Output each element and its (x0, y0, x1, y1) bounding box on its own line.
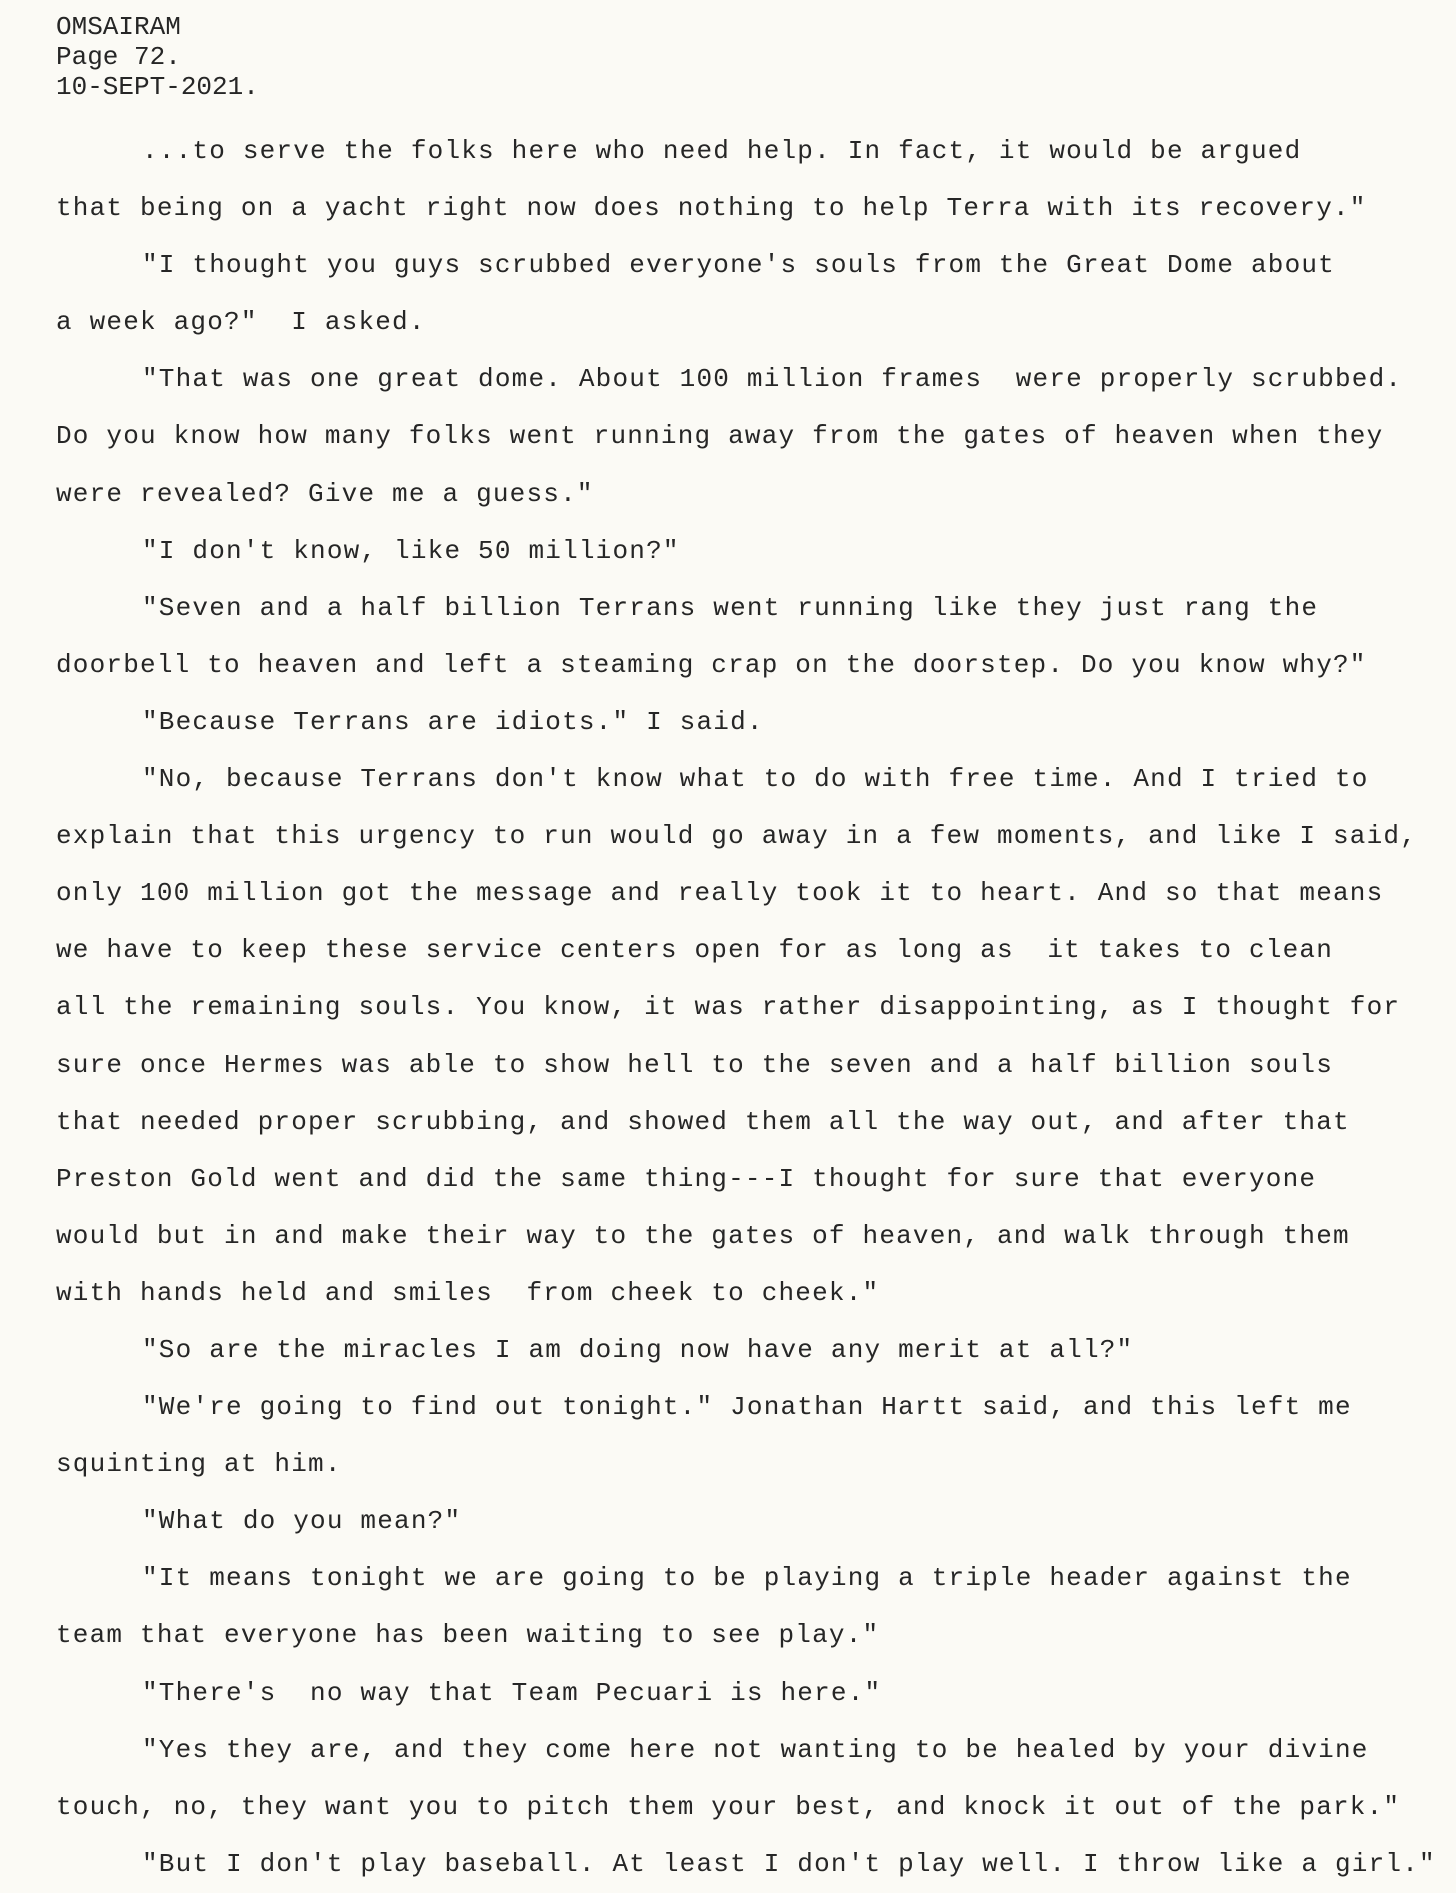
text-line: "What do you mean?" (142, 1506, 462, 1537)
text-line: doorbell to heaven and left a steaming crap on the doorstep. Do you know why?" (56, 649, 1367, 680)
text-line: "There's no way that Team Pecuari is here." (142, 1677, 882, 1708)
page-body (56, 123, 1446, 1893)
text-line: "So are the miracles I am doing now have any merit at all?" (142, 1334, 1134, 1365)
text-line: Do you know how many folks went running away from the gates of heaven when they (56, 421, 1384, 452)
page-header (56, 12, 259, 102)
text-line: "Because Terrans are idiots." I said. (142, 706, 764, 737)
header-page-number: Page 72. (56, 42, 181, 72)
text-line: all the remaining souls. You know, it was rather disappointing, as I thought for (56, 992, 1401, 1023)
text-line: sure once Hermes was able to show hell to the seven and a half billion souls (56, 1049, 1333, 1080)
text-line: team that everyone has been waiting to see play." (56, 1620, 880, 1651)
text-line: "But I don't play baseball. At least I don't play well. I throw like a girl." (142, 1848, 1436, 1879)
text-line: with hands held and smiles from cheek to cheek." (56, 1277, 880, 1308)
text-line: "Yes they are, and they come here not wanting to be healed by your divine (142, 1734, 1369, 1765)
header-title: OMSAIRAM (56, 12, 181, 42)
text-line: would but in and make their way to the gates of heaven, and walk through them (56, 1220, 1350, 1251)
text-line: squinting at him. (56, 1449, 342, 1480)
header-date: 10-SEPT-2021. (56, 72, 259, 102)
text-line: that being on a yacht right now does nothing to help Terra with its recovery." (56, 193, 1367, 224)
text-line: Preston Gold went and did the same thing---I thought for sure that everyone (56, 1163, 1317, 1194)
text-line: touch, no, they want you to pitch them your best, and knock it out of the park." (56, 1791, 1401, 1822)
text-line: were revealed? Give me a guess." (56, 478, 594, 509)
text-line: "I thought you guys scrubbed everyone's souls from the Great Dome about (142, 250, 1335, 281)
text-line: "It means tonight we are going to be playing a triple header against the (142, 1563, 1352, 1594)
text-line: "We're going to find out tonight." Jonathan Hartt said, and this left me (142, 1392, 1352, 1423)
text-line: "That was one great dome. About 100 million frames were properly scrubbed. (142, 364, 1403, 395)
text-line: a week ago?" I asked. (56, 307, 426, 338)
text-line: explain that this urgency to run would go away in a few moments, and like I said, (56, 821, 1418, 852)
text-line: that needed proper scrubbing, and showed them all the way out, and after that (56, 1106, 1350, 1137)
text-line: "No, because Terrans don't know what to do with free time. And I tried to (142, 764, 1369, 795)
text-line: only 100 million got the message and really took it to heart. And so that means (56, 878, 1384, 909)
text-line: "Seven and a half billion Terrans went running like they just rang the (142, 592, 1319, 623)
text-line: ...to serve the folks here who need help. In fact, it would be argued (142, 136, 1302, 166)
text-line: "I don't know, like 50 million?" (142, 535, 680, 566)
text-line: we have to keep these service centers open for as long as it takes to clean (56, 935, 1333, 966)
